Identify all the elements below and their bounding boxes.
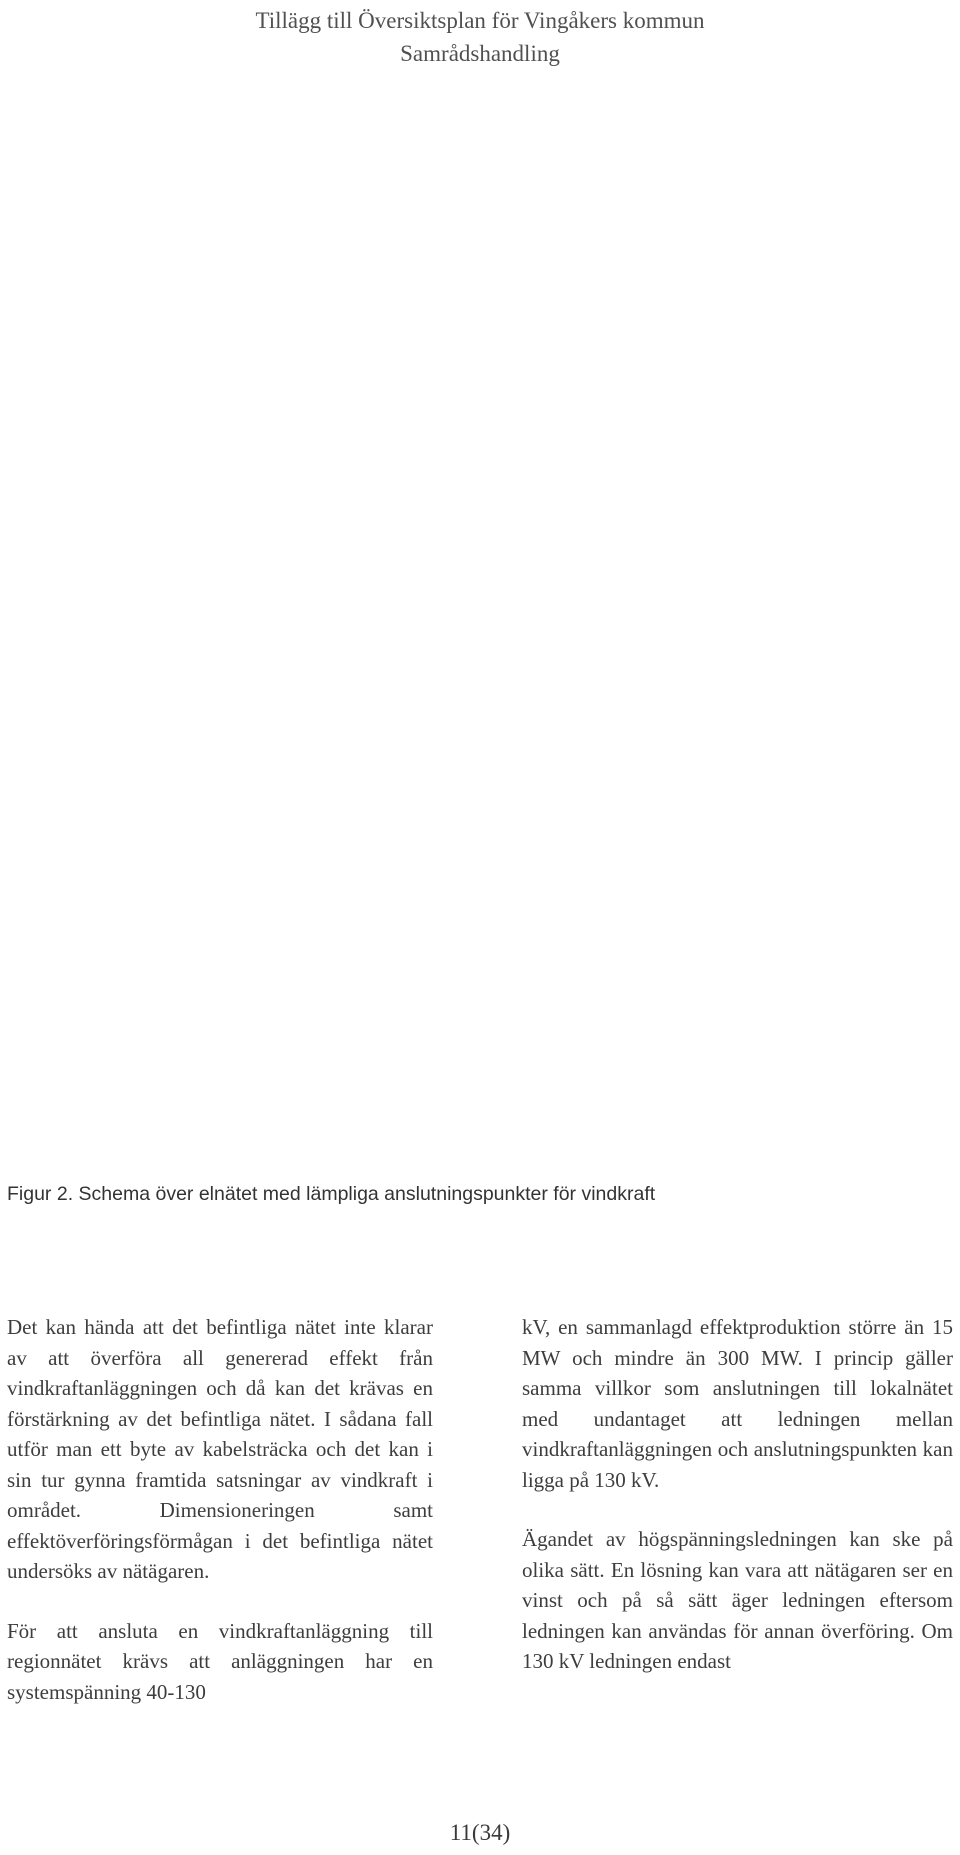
paragraph: kV, en sammanlagd effektproduktion större än 15 MW och mindre än 300 MW. I princip gäller samma villkor som anslutningen till lokalnätet med undantaget att ledningen mellan vindkraftanläggningen och anslutningspunkten kan ligga på 130 kV. [522,1315,953,1492]
right-column [522,1312,953,1677]
page-number: 11(34) [449,1820,511,1845]
paragraph: Det kan hända att det befintliga nätet inte klarar av att överföra all genererad effekt från vindkraftanläggningen och då kan det krävas en förstärkning av det befintliga nätet. I sådana fall utför man ett byte av kabelsträcka och det kan i sin tur gynna framtida satsningar av vindkraft i området. Dimensioneringen samt effektöverföringsförmågan i det befintliga nätet undersöks av nätägaren. [7,1315,433,1583]
left-column [7,1312,433,1707]
figure-caption: Figur 2. Schema över elnätet med lämpliga anslutningspunkter för vindkraft [7,1183,656,1205]
document-title: Tillägg till Översiktsplan för Vingåkers kommun [255,8,705,33]
page-header [0,4,960,70]
paragraph: Ägandet av högspänningsledningen kan ske på olika sätt. En lösning kan vara att nätägaren ser en vinst och på så sätt äger ledningen eftersom ledningen kan användas för annan överföring. Om 130 kV ledningen endast [522,1527,953,1673]
document-status: Samrådshandling [400,41,560,66]
figure-placeholder [0,90,960,1180]
paragraph: För att ansluta en vindkraftanläggning till regionnätet krävs att anläggningen har en systemspänning 40-130 [7,1618,433,1704]
